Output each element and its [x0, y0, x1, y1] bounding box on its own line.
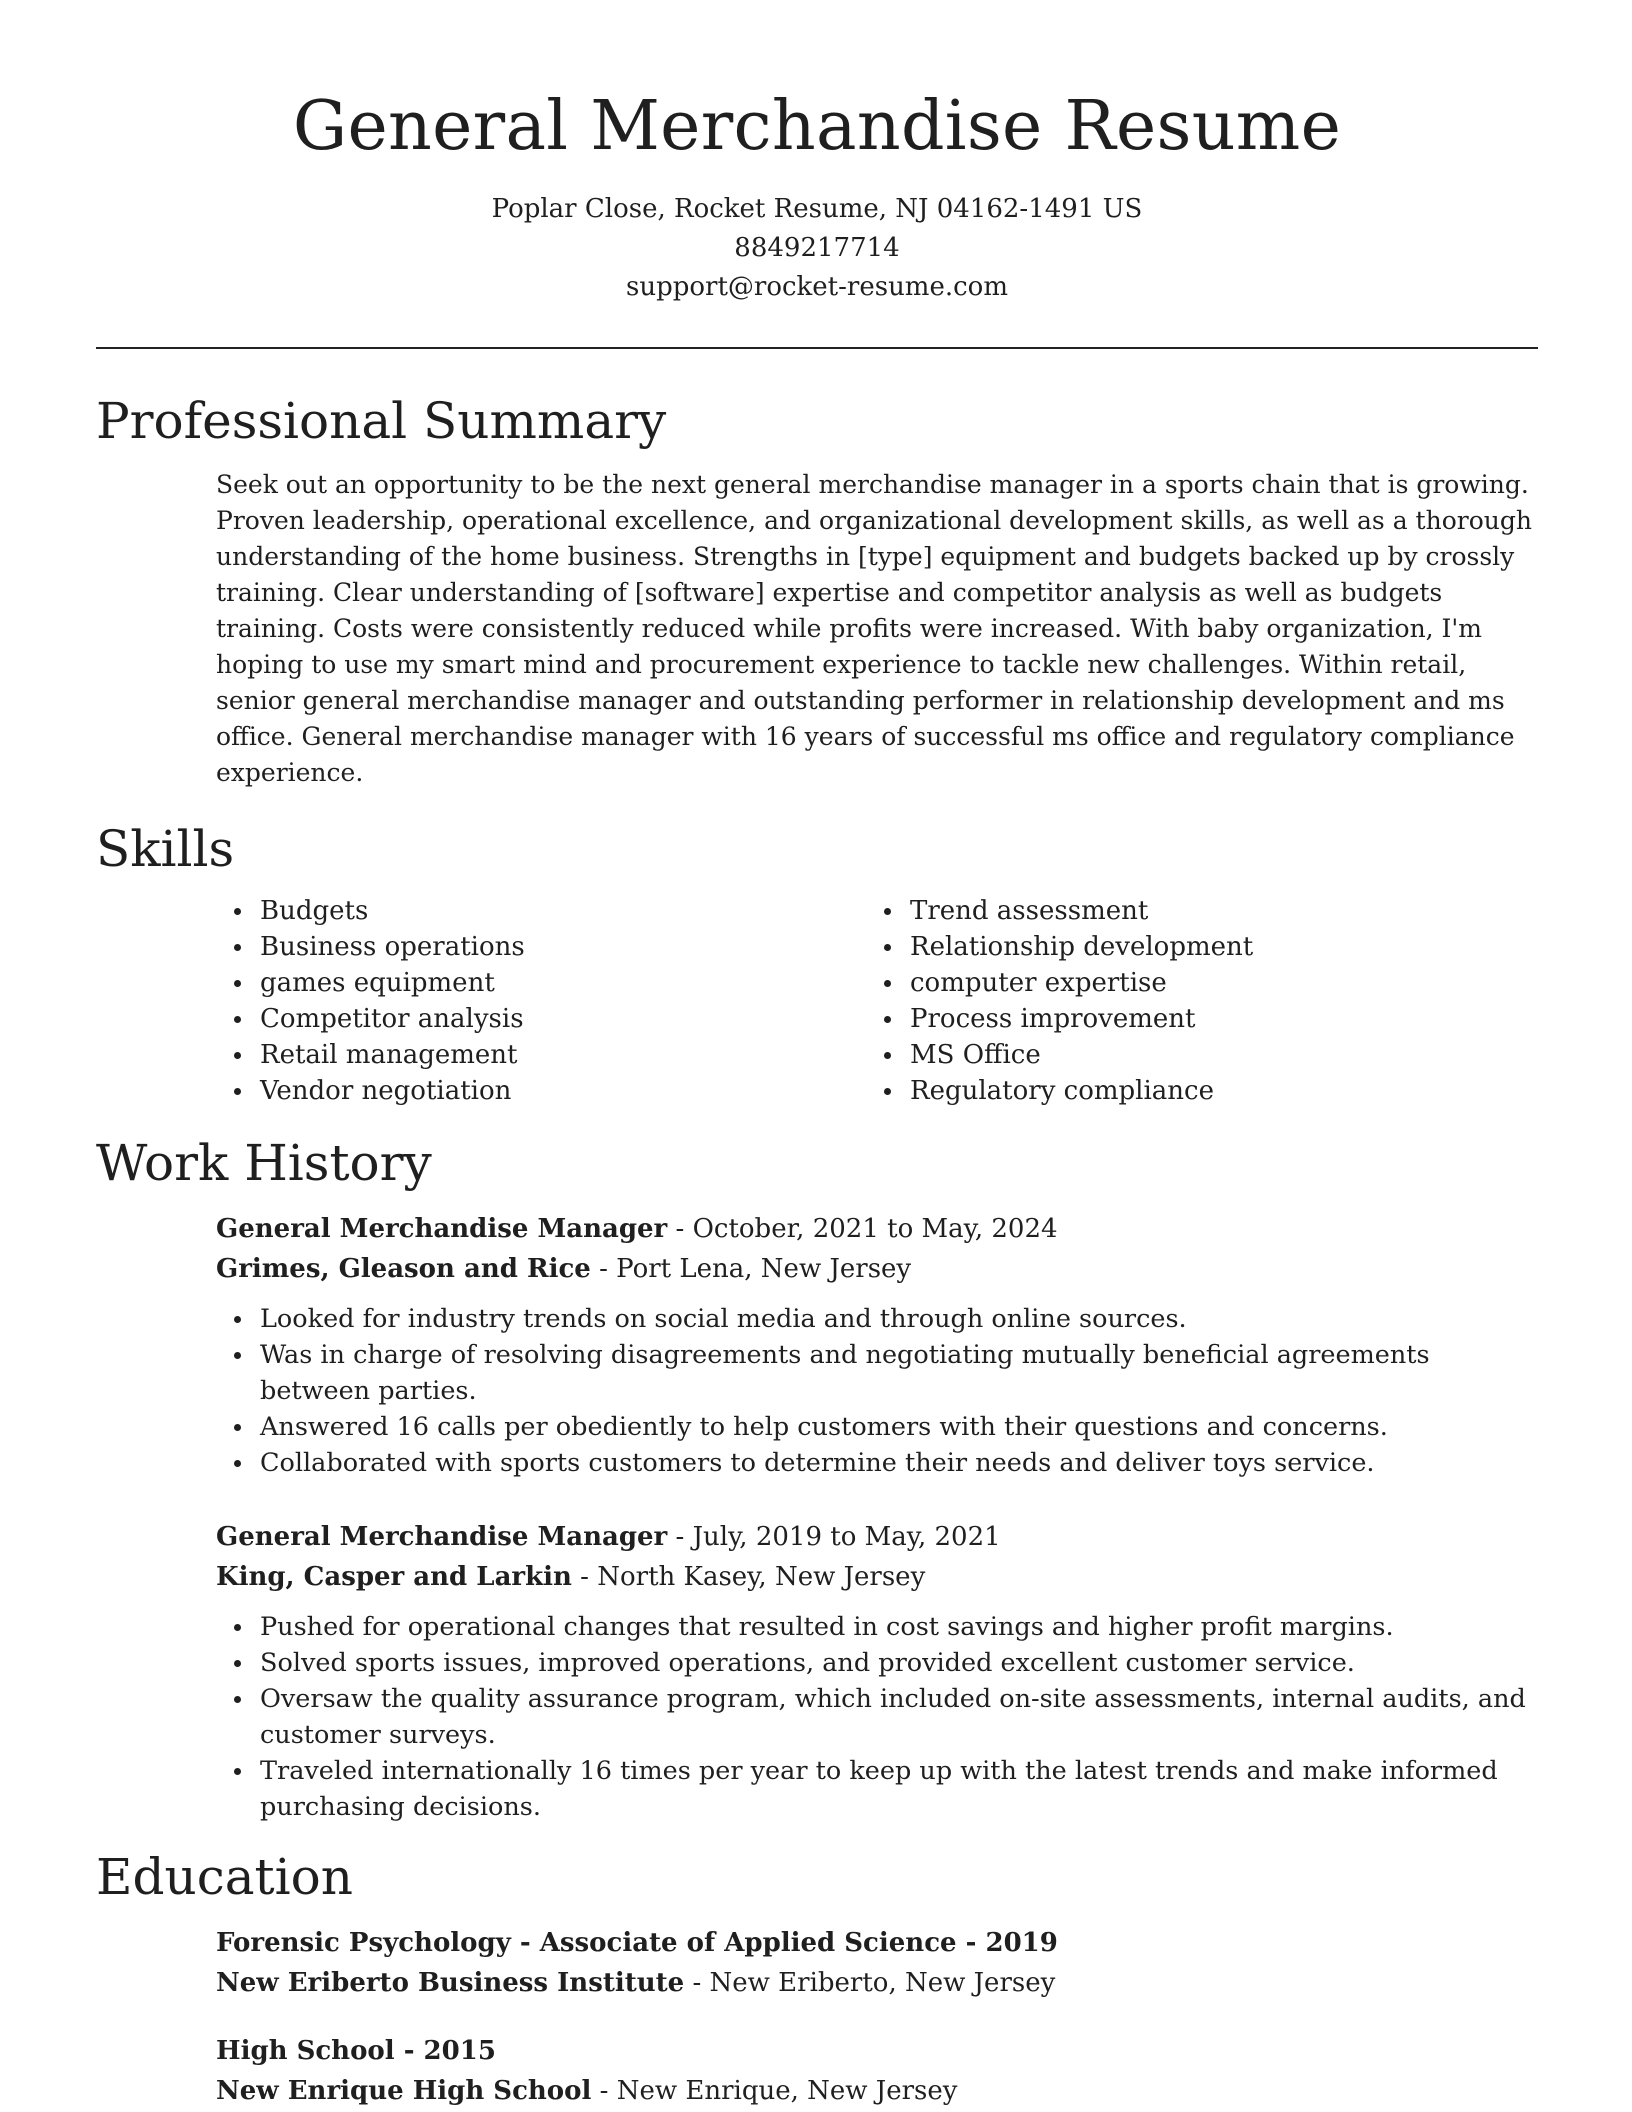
education-location: - New Eriberto, New Jersey	[684, 1968, 1056, 1998]
skill-item: Competitor analysis	[260, 1001, 866, 1037]
education-entry	[216, 1923, 1538, 2003]
education-school-line	[216, 1963, 1538, 2003]
skill-item: Business operations	[260, 929, 866, 965]
job-bullet: Traveled internationally 16 times per year to keep up with the latest trends and make informed purchasing decisions.	[260, 1753, 1538, 1825]
job-entry	[216, 1209, 1538, 1481]
job-location: - North Kasey, New Jersey	[571, 1562, 926, 1592]
job-title: General Merchandise Manager	[216, 1214, 668, 1244]
skill-item: Budgets	[260, 893, 866, 929]
education-school: New Enrique High School	[216, 2076, 592, 2106]
job-bullet: Was in charge of resolving disagreements and negotiating mutually beneficial agreements between parties.	[260, 1337, 1538, 1409]
job-company: King, Casper and Larkin	[216, 1562, 572, 1592]
skill-item: Trend assessment	[910, 893, 1516, 929]
job-dates: - October, 2021 to May, 2024	[667, 1214, 1058, 1244]
skills-list-right	[866, 893, 1516, 1109]
education-degree: High School - 2015	[216, 2036, 496, 2066]
skill-item: Retail management	[260, 1037, 866, 1073]
job-entry	[216, 1517, 1538, 1825]
job-dates: - July, 2019 to May, 2021	[667, 1522, 1001, 1552]
skill-item: MS Office	[910, 1037, 1516, 1073]
header-divider	[96, 347, 1538, 349]
education-heading: Education	[96, 1848, 353, 1906]
job-company: Grimes, Gleason and Rice	[216, 1254, 591, 1284]
skills-heading: Skills	[96, 820, 235, 878]
job-title-line	[216, 1209, 1538, 1249]
job-bullet: Looked for industry trends on social media and through online sources.	[260, 1301, 1538, 1337]
education-entry	[216, 2031, 1538, 2111]
resume-title: General Merchandise Resume	[292, 87, 1342, 166]
contact-email: support@rocket-resume.com	[625, 272, 1008, 302]
education-degree: Forensic Psychology - Associate of Applied Science - 2019	[216, 1928, 1058, 1958]
contact-phone: 8849217714	[734, 233, 900, 263]
work-history-heading: Work History	[96, 1134, 432, 1192]
job-bullets	[216, 1301, 1538, 1481]
skill-item: Process improvement	[910, 1001, 1516, 1037]
job-title: General Merchandise Manager	[216, 1522, 668, 1552]
job-bullets	[216, 1609, 1538, 1825]
resume-page	[96, 0, 1538, 2111]
job-bullet: Solved sports issues, improved operations, and provided excellent customer service.	[260, 1645, 1538, 1681]
job-title-line	[216, 1517, 1538, 1557]
summary-heading: Professional Summary	[96, 392, 667, 450]
education-location: - New Enrique, New Jersey	[591, 2076, 958, 2106]
job-company-line	[216, 1557, 1538, 1597]
skills-columns	[216, 893, 1538, 1109]
job-bullet: Pushed for operational changes that resulted in cost savings and higher profit margins.	[260, 1609, 1538, 1645]
job-company-line	[216, 1249, 1538, 1289]
summary-text: Seek out an opportunity to be the next general merchandise manager in a sports chain that is growing. Proven leadership, operational excellence, and organizational development skills, as well as a thorough understanding of the home business. Strengths in [type] equipment and budgets backed up by crossly training. Clear understanding of [software] expertise and competitor analysis as well as budgets training. Costs were consistently reduced while profits were increased. With baby organization, I'm hoping to use my smart mind and procurement experience to tackle new challenges. Within retail, senior general merchandise manager and outstanding performer in relationship development and ms office. General merchandise manager with 16 years of successful ms office and regulatory compliance experience.	[216, 470, 1532, 787]
skill-item: Vendor negotiation	[260, 1073, 866, 1109]
education-school: New Eriberto Business Institute	[216, 1968, 685, 1998]
contact-address: Poplar Close, Rocket Resume, NJ 04162-1491 US	[491, 194, 1143, 224]
education-school-line	[216, 2071, 1538, 2111]
skill-item: computer expertise	[910, 965, 1516, 1001]
skill-item: Regulatory compliance	[910, 1073, 1516, 1109]
contact-block	[96, 190, 1538, 307]
skills-list-left	[216, 893, 866, 1109]
job-bullet: Collaborated with sports customers to determine their needs and deliver toys service.	[260, 1445, 1538, 1481]
skill-item: games equipment	[260, 965, 866, 1001]
job-bullet: Answered 16 calls per obediently to help customers with their questions and concerns.	[260, 1409, 1538, 1445]
skill-item: Relationship development	[910, 929, 1516, 965]
job-location: - Port Lena, New Jersey	[590, 1254, 912, 1284]
job-bullet: Oversaw the quality assurance program, which included on-site assessments, internal audits, and customer surveys.	[260, 1681, 1538, 1753]
